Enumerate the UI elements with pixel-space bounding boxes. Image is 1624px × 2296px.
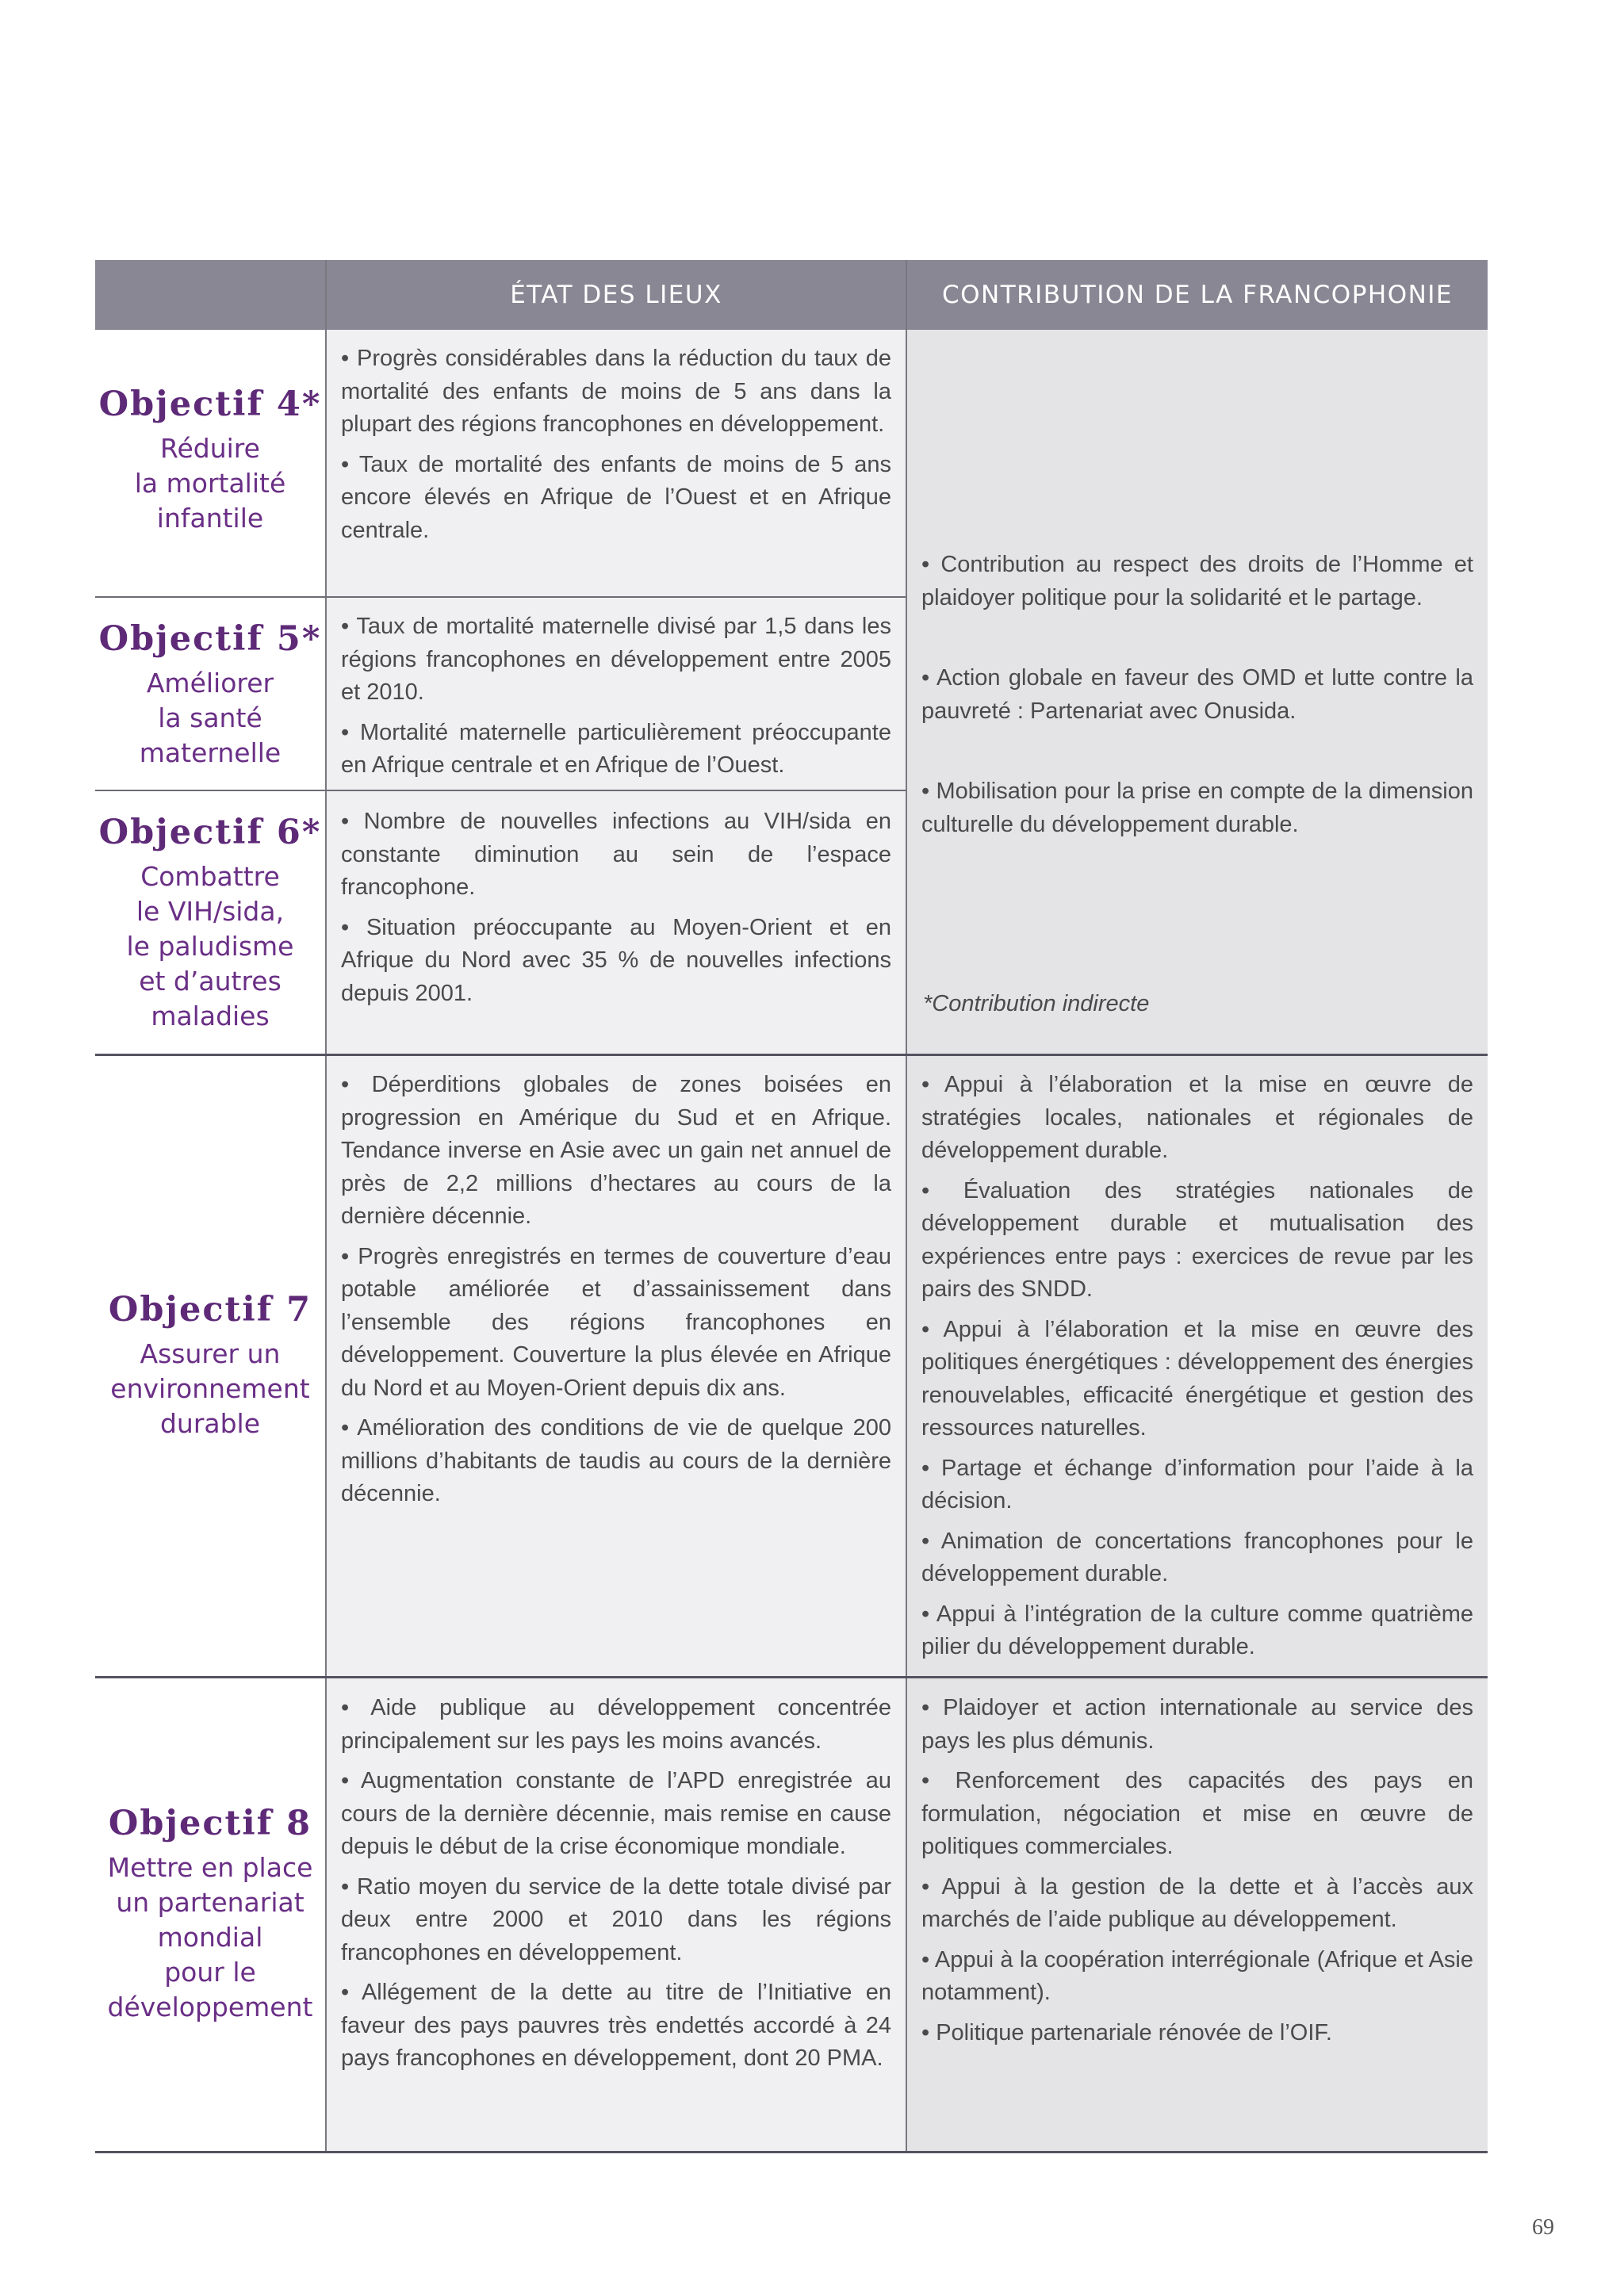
- etat-cell-4: [341, 342, 891, 554]
- contribution-cell-8: [921, 1692, 1473, 2057]
- etat-item: • Déperditions globales de zones boisées en progression en Amérique du Sud et en Afrique. Tendance inverse en Asie avec un gain net annuel de près de 2,2 millions d’hectares au cours de la dernière décennie.: [341, 1072, 891, 1229]
- objective-title: Objectif 5*: [98, 619, 322, 659]
- objective-subtitle: Mettre en place un partenariat mondial pour le développement: [107, 1852, 313, 2022]
- etat-item: • Taux de mortalité des enfants de moins de 5 ans encore élevés en Afrique de l’Ouest et en Afrique centrale.: [341, 451, 891, 543]
- contribution-item: • Appui à l’intégration de la culture comme quatrième pilier du développement durable.: [921, 1601, 1473, 1659]
- contribution-item: • Mobilisation pour la prise en compte de la dimension culturelle du développement durable.: [921, 779, 1473, 837]
- objective-title: Objectif 7: [108, 1290, 312, 1330]
- etat-cell-5: [341, 610, 891, 790]
- etat-item: • Nombre de nouvelles infections au VIH/sida en constante diminution au sein de l’espace francophone.: [341, 809, 891, 900]
- table-bottom-border: [95, 2151, 1488, 2153]
- contribution-cell-4-6: [921, 549, 1473, 848]
- etat-cell-8: [341, 1692, 891, 2083]
- contribution-item: • Contribution au respect des droits de l’Homme et plaidoyer politique pour la solidarité et le partage.: [921, 552, 1473, 610]
- objective-subtitle: Combattre le VIH/sida, le paludisme et d’autres maladies: [126, 861, 294, 1031]
- etat-item: • Situation préoccupante au Moyen-Orient et en Afrique du Nord avec 35 % de nouvelles infections depuis 2001.: [341, 914, 891, 1006]
- row-divider: [95, 1054, 1488, 1056]
- objective-title: Objectif 6*: [98, 813, 322, 852]
- objective-8: [95, 1803, 325, 2025]
- header-blank-cell: [95, 260, 325, 330]
- contribution-item: • Appui à l’élaboration et la mise en œuvre de stratégies locales, nationales et régionales de développement durable.: [921, 1072, 1473, 1163]
- contribution-item: • Appui à la gestion de la dette et à l’accès aux marchés de l’aide publique au développement.: [921, 1873, 1473, 1932]
- page-number: 69: [1532, 2215, 1554, 2240]
- etat-cell-7: [341, 1069, 891, 1518]
- contribution-item: • Renforcement des capacités des pays en formulation, négociation et mise en œuvre de politiques commerciales.: [921, 1768, 1473, 1859]
- etat-item: • Taux de mortalité maternelle divisé par 1,5 dans les régions francophones en développement entre 2005 et 2010.: [341, 614, 891, 705]
- contribution-item: • Action globale en faveur des OMD et lutte contre la pauvreté : Partenariat avec Onusida.: [921, 665, 1473, 724]
- etat-item: • Aide publique au développement concentrée principalement sur les pays les moins avancés.: [341, 1695, 891, 1754]
- objective-subtitle: Améliorer la santé maternelle: [139, 668, 282, 768]
- column-divider: [906, 260, 907, 2153]
- contribution-item: • Appui à la coopération interrégionale (Afrique et Asie notamment).: [921, 1946, 1473, 2005]
- footnote-indirect: *Contribution indirecte: [923, 991, 1150, 1016]
- etat-item: • Amélioration des conditions de vie de quelque 200 millions d’habitants de taudis au cours de la dernière décennie.: [341, 1415, 891, 1506]
- objective-title: Objectif 4*: [98, 385, 322, 424]
- etat-item: • Mortalité maternelle particulièrement préoccupante en Afrique centrale et en Afrique de l’Ouest.: [341, 719, 891, 778]
- objective-title: Objectif 8: [108, 1804, 312, 1843]
- etat-cell-6: [341, 806, 891, 1017]
- objective-6: [95, 812, 325, 1034]
- etat-item: • Ratio moyen du service de la dette totale divisé par deux entre 2000 et 2010 dans les régions francophones en développement.: [341, 1873, 891, 1965]
- objective-5: [95, 618, 325, 771]
- column-divider: [325, 260, 327, 2153]
- objective-4: [95, 384, 325, 536]
- row-divider: [95, 596, 906, 598]
- row-divider: [95, 790, 906, 791]
- objective-subtitle: Assurer un environnement durable: [110, 1338, 310, 1439]
- etat-item: • Allégement de la dette au titre de l’Initiative en faveur des pays pauvres très endettés accordé à 24 pays francophones en développement, dont 20 PMA.: [341, 1980, 891, 2071]
- contribution-item: • Évaluation des stratégies nationales de développement durable et mutualisation des expériences entre pays : exercices de revue par les pairs des SNDD.: [921, 1177, 1473, 1302]
- contribution-item: • Animation de concertations francophones pour le développement durable.: [921, 1528, 1473, 1586]
- objective-7: [95, 1289, 325, 1441]
- row-divider: [95, 1676, 1488, 1678]
- header-etat-des-lieux: ÉTAT DES LIEUX: [327, 260, 906, 330]
- header-contribution: CONTRIBUTION DE LA FRANCOPHONIE: [907, 260, 1488, 330]
- contribution-item: • Politique partenariale rénovée de l’OIF.: [921, 2019, 1332, 2045]
- contribution-item: • Appui à l’élaboration et la mise en œuvre des politiques énergétiques : développement des énergies renouvelables, efficacité énergétique et gestion des ressources naturelles.: [921, 1316, 1473, 1441]
- etat-item: • Progrès enregistrés en termes de couverture d’eau potable améliorée et d’assainissement dans l’ensemble des régions francophones en développement. Couverture la plus élevée en Afrique du Nord et au Moyen-Orient depuis dix ans.: [341, 1243, 891, 1401]
- contribution-item: • Partage et échange d’information pour l’aide à la décision.: [921, 1455, 1473, 1513]
- contribution-item: • Plaidoyer et action internationale au service des pays les plus démunis.: [921, 1695, 1473, 1754]
- objective-subtitle: Réduire la mortalité infantile: [134, 433, 286, 534]
- etat-item: • Progrès considérables dans la réduction du taux de mortalité des enfants de moins de 5 ans dans la plupart des régions francophones en développement.: [341, 346, 891, 437]
- etat-item: • Augmentation constante de l’APD enregistrée au cours de la dernière décennie, mais remise en cause depuis le début de la crise économique mondiale.: [341, 1768, 891, 1859]
- contribution-cell-7: [921, 1069, 1473, 1671]
